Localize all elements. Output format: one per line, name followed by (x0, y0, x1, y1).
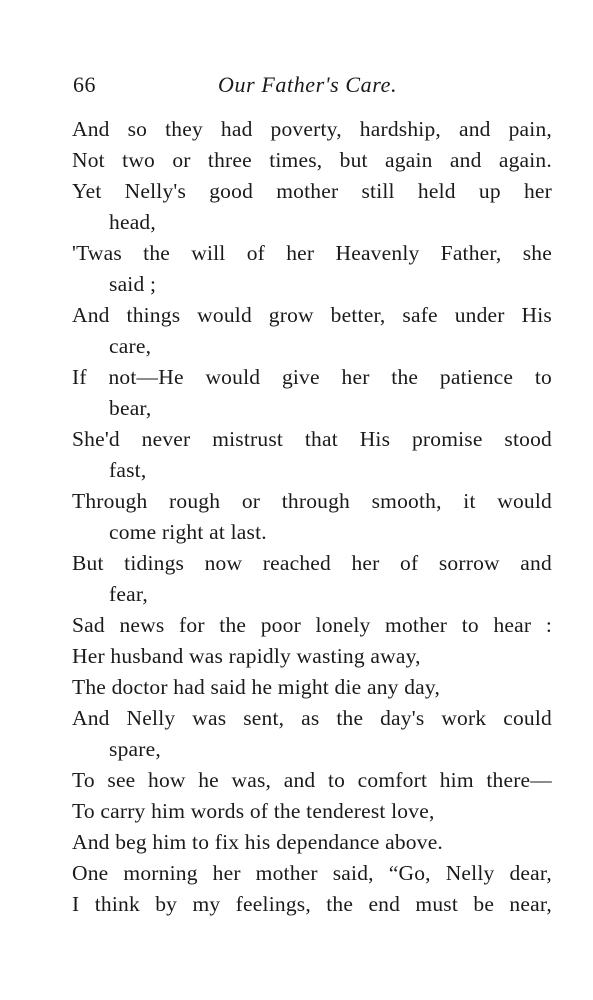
page-number: 66 (73, 72, 96, 97)
poem-line: fear, (109, 582, 148, 606)
page-header (0, 72, 593, 104)
poem-line: spare, (109, 737, 161, 761)
poem-line: Yet Nelly's good mother still held up her (72, 179, 552, 203)
poem-line: One morning her mother said, “Go, Nelly dear, (72, 861, 552, 885)
poem-line: said ; (109, 272, 157, 296)
poem-line: And things would grow better, safe under His (72, 303, 552, 327)
stanza-1 (72, 114, 552, 548)
poem-line: And so they had poverty, hardship, and pain, (72, 117, 552, 141)
poem-line: care, (109, 334, 152, 358)
poem-line: fast, (109, 458, 147, 482)
poem-line: And Nelly was sent, as the day's work could (72, 706, 552, 730)
poem-line: If not—He would give her the patience to (72, 365, 552, 389)
poem-line: head, (109, 210, 156, 234)
poem-line: Through rough or through smooth, it would (72, 489, 552, 513)
poem-line: Sad news for the poor lonely mother to hear : (72, 613, 552, 637)
poem-line: Not two or three times, but again and again. (72, 148, 552, 172)
poem-line: come right at last. (109, 520, 267, 544)
poem-line: She'd never mistrust that His promise stood (72, 427, 552, 451)
stanza-2 (72, 548, 552, 920)
poem-line: And beg him to fix his dependance above. (72, 830, 444, 854)
poem-line: Her husband was rapidly wasting away, (72, 644, 421, 668)
poem-line: But tidings now reached her of sorrow and (72, 551, 552, 575)
poem-line: I think by my feelings, the end must be near, (72, 892, 552, 916)
poem-line: To carry him words of the tenderest love, (72, 799, 435, 823)
poem-line: 'Twas the will of her Heavenly Father, she (72, 241, 552, 265)
poem-line: To see how he was, and to comfort him there— (72, 768, 552, 792)
poem-line: The doctor had said he might die any day, (72, 675, 441, 699)
poem-line: bear, (109, 396, 152, 420)
running-title: Our Father's Care. (218, 72, 398, 97)
